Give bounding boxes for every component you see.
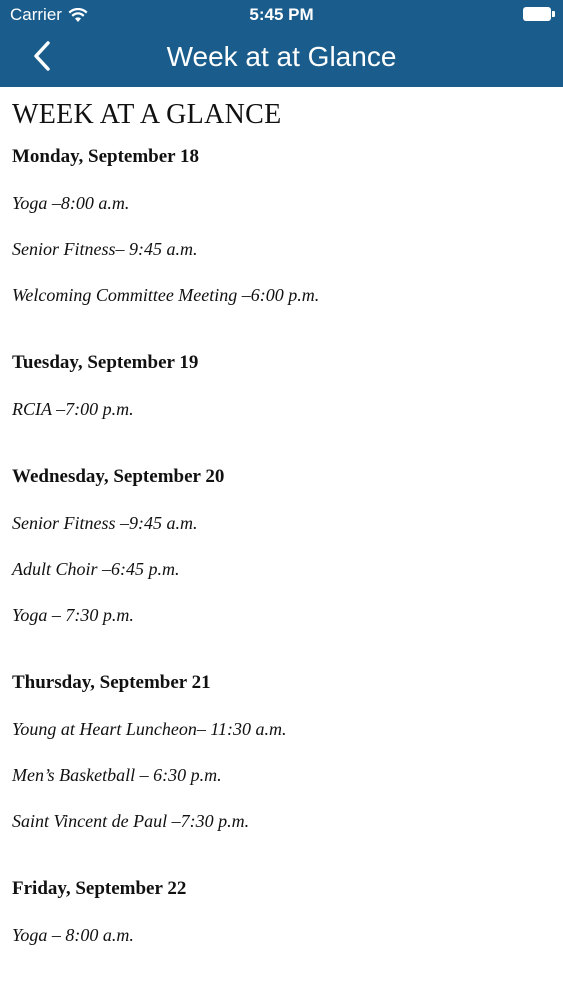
day-heading: Wednesday, September 20 bbox=[12, 466, 225, 487]
event-item: Welcoming Committee Meeting –6:00 p.m. bbox=[12, 285, 320, 305]
page-title: WEEK AT A GLANCE bbox=[12, 99, 282, 130]
nav-bar bbox=[0, 30, 563, 87]
day-section-friday bbox=[12, 878, 552, 946]
content-area bbox=[12, 97, 552, 992]
battery-icon bbox=[523, 6, 555, 22]
day-heading: Thursday, September 21 bbox=[12, 672, 211, 693]
event-item: Yoga –8:00 a.m. bbox=[12, 193, 130, 213]
event-item: Adult Choir –6:45 p.m. bbox=[12, 559, 180, 579]
day-section-wednesday bbox=[12, 466, 552, 626]
nav-title: Week at at Glance bbox=[166, 41, 397, 72]
carrier-label: Carrier bbox=[10, 5, 62, 24]
app-header bbox=[0, 0, 563, 87]
event-item: Yoga – 7:30 p.m. bbox=[12, 605, 134, 625]
day-section-tuesday bbox=[12, 352, 552, 420]
event-item: Saint Vincent de Paul –7:30 p.m. bbox=[12, 811, 250, 831]
day-heading: Monday, September 18 bbox=[12, 146, 200, 167]
event-item: Men’s Basketball – 6:30 p.m. bbox=[12, 765, 222, 785]
event-item: Young at Heart Luncheon– 11:30 a.m. bbox=[12, 719, 287, 739]
event-item: Senior Fitness– 9:45 a.m. bbox=[12, 239, 198, 259]
event-item: Senior Fitness –9:45 a.m. bbox=[12, 513, 198, 533]
day-heading: Tuesday, September 19 bbox=[12, 352, 199, 373]
day-section-thursday bbox=[12, 672, 552, 832]
status-time: 5:45 PM bbox=[249, 5, 314, 24]
day-heading: Friday, September 22 bbox=[12, 878, 187, 899]
event-item: RCIA –7:00 p.m. bbox=[12, 399, 134, 419]
day-section-monday bbox=[12, 146, 552, 306]
event-item: Yoga – 8:00 a.m. bbox=[12, 925, 134, 945]
status-bar bbox=[0, 0, 563, 30]
